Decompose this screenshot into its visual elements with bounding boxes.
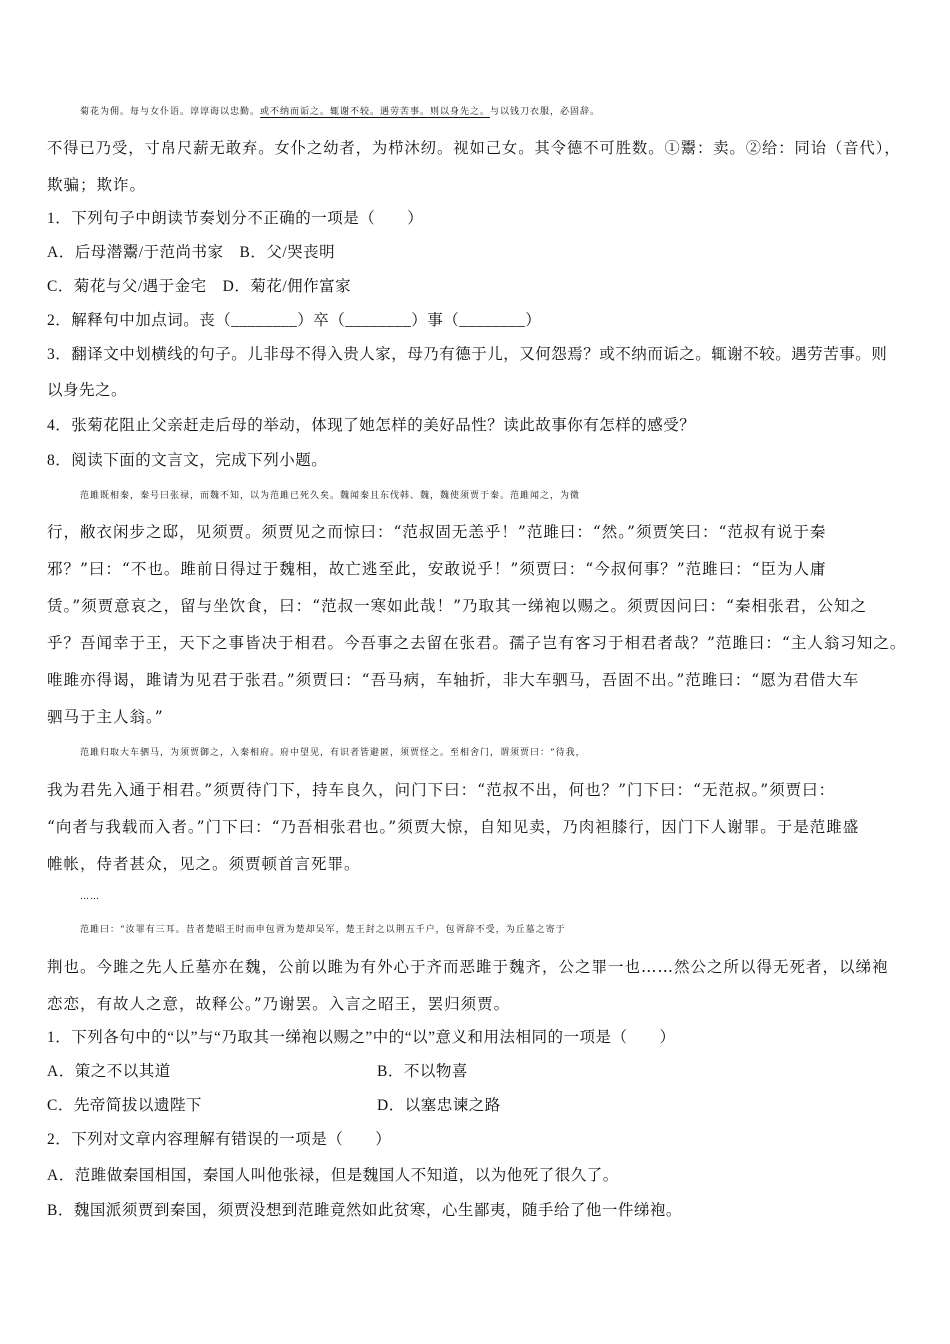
option-a: A．策之不以其道 bbox=[47, 1063, 171, 1080]
underlined-sentence: 或不纳而诟之。辄谢不较。遇劳苦事。则以身先之。 bbox=[260, 107, 491, 117]
passage1-line-2: 不得已乃受，寸帛尺薪无敢弃。女仆之幼者，为栉沐纫。视如己女。其令德不可胜数。①鬻：卖。②给：同诒（音代）， bbox=[47, 139, 901, 157]
question-1-options-ab: A．后母潜鬻/于范尚书家 B．父/哭丧明 bbox=[47, 244, 336, 261]
passage2-p3-line: 范雎曰：“汝罪有三耳。昔者楚昭王时而申包胥为楚却吴军，楚王封之以荆五千户，包胥辞不受，为丘墓之寄于 bbox=[80, 925, 566, 935]
passage2-p2-line: 范雎归取大车驷马，为须贾御之，入秦相府。府中望见，有识者皆避匿，须贾怪之。至相舍门，谓须贾曰：“待我， bbox=[80, 748, 586, 758]
passage2-p1-line: 驷马于主人翁。” bbox=[47, 708, 164, 726]
passage2-p2-line: 我为君先入通于相君。”须贾待门下，持车良久，问门下曰：“范叔不出，何也？”门下曰：“无范叔。”须贾曰： bbox=[47, 781, 836, 799]
subquestion-2-stem: 2．下列对文章内容理解有错误的一项是（ ） bbox=[47, 1131, 392, 1148]
passage2-p1-line: 唯雎亦得谒，雎请为见君于张君。”须贾曰：“吾马病，车轴折，非大车驷马，吾固不出。”范雎曰：“愿为君借大车 bbox=[47, 671, 860, 689]
passage2-p1-line: 赁。”须贾意哀之，留与坐饮食，曰：“范叔一寒如此哉！”乃取其一绨袍以赐之。须贾因问曰：“秦相张君，公知之 bbox=[47, 597, 867, 615]
passage1-text: 菊花为佣。每与女仆语。谆谆诲以忠勤。 bbox=[80, 107, 261, 117]
option-d: D．以塞忠谏之路 bbox=[377, 1097, 501, 1114]
passage2-p1-line: 范雎既相秦，秦号曰张禄，而魏不知，以为范雎已死久矣。魏闻秦且东伐韩、魏，魏使须贾于秦。范雎闻之，为微 bbox=[80, 491, 581, 501]
passage1-text: 与以钱刀衣服，必固辞。 bbox=[490, 107, 601, 117]
question-1-options-cd: C．菊花与父/遇于金宅 D．菊花/佣作富家 bbox=[47, 278, 352, 295]
passage2-p2-line: “向者与我载而入者。”门下曰：“乃吾相张君也。”须贾大惊，自知见卖，乃肉袒膝行，因门下人谢罪。于是范雎盛 bbox=[47, 818, 860, 836]
subquestion-1-stem: 1．下列各句中的“以”与“乃取其一绨袍以赐之”中的“以”意义和用法相同的一项是（ ） bbox=[47, 1029, 676, 1046]
question-8-intro: 8．阅读下面的文言文，完成下列小题。 bbox=[47, 452, 328, 469]
subquestion-1-options-row-2 bbox=[47, 1089, 909, 1123]
subquestion-2-option-b: B．魏国派须贾到秦国，须贾没想到范雎竟然如此贫寒，心生鄙夷，随手给了他一件绨袍。 bbox=[47, 1202, 682, 1219]
passage1-line-3: 欺骗；欺诈。 bbox=[47, 176, 147, 194]
question-2-stem: 2．解释句中加点词。丧（________）卒（________）事（________） bbox=[47, 312, 542, 329]
passage2-p3-line: 荆也。今雎之先人丘墓亦在魏，公前以雎为有外心于齐而恶雎于魏齐，公之罪一也……然公之所以得无死者，以绨袍 bbox=[47, 958, 889, 976]
subquestion-2-option-a: A．范雎做秦国相国，秦国人叫他张禄，但是魏国人不知道，以为他死了很久了。 bbox=[47, 1167, 619, 1184]
passage2-p1-line: 乎？吾闻幸于王，天下之事皆决于相君。今吾事之去留在张君。孺子岂有客习于相君者哉？”范雎曰：“主人翁习知之。 bbox=[47, 634, 907, 652]
option-b: B．不以物喜 bbox=[377, 1063, 468, 1080]
question-4-stem: 4．张菊花阻止父亲赶走后母的举动，体现了她怎样的美好品性？读此故事你有怎样的感受？ bbox=[47, 417, 696, 434]
passage2-p1-line: 行，敝衣闲步之邸，见须贾。须贾见之而惊曰：“范叔固无恙乎！”范雎曰：“然。”须贾笑曰：“范叔有说于秦 bbox=[47, 523, 827, 541]
passage2-p2-line: 帷帐，侍者甚众，见之。须贾顿首言死罪。 bbox=[47, 855, 361, 873]
passage1-line-1 bbox=[80, 95, 942, 129]
subquestion-1-options-row-1 bbox=[47, 1055, 909, 1089]
passage2-p3-line: 恋恋，有故人之意，故释公。”乃谢罢。入言之昭王，罢归须贾。 bbox=[47, 995, 511, 1013]
option-c: C．先帝简拔以遗陛下 bbox=[47, 1097, 202, 1114]
question-3-line-2: 以身先之。 bbox=[47, 382, 128, 399]
question-1-stem: 1．下列句子中朗读节奏划分不正确的一项是（ ） bbox=[47, 210, 424, 227]
passage2-p1-line: 邪？”曰：“不也。雎前日得过于魏相，故亡逃至此，安敢说乎！”须贾曰：“今叔何事？”范雎曰：“臣为人庸 bbox=[47, 560, 827, 578]
question-3-line-1: 3．翻译文中划横线的句子。儿非母不得入贵人家，母乃有德于儿，又何怨焉？或不纳而诟之。辄谢不较。遇劳苦事。则 bbox=[47, 346, 888, 363]
ellipsis: …… bbox=[80, 892, 100, 902]
